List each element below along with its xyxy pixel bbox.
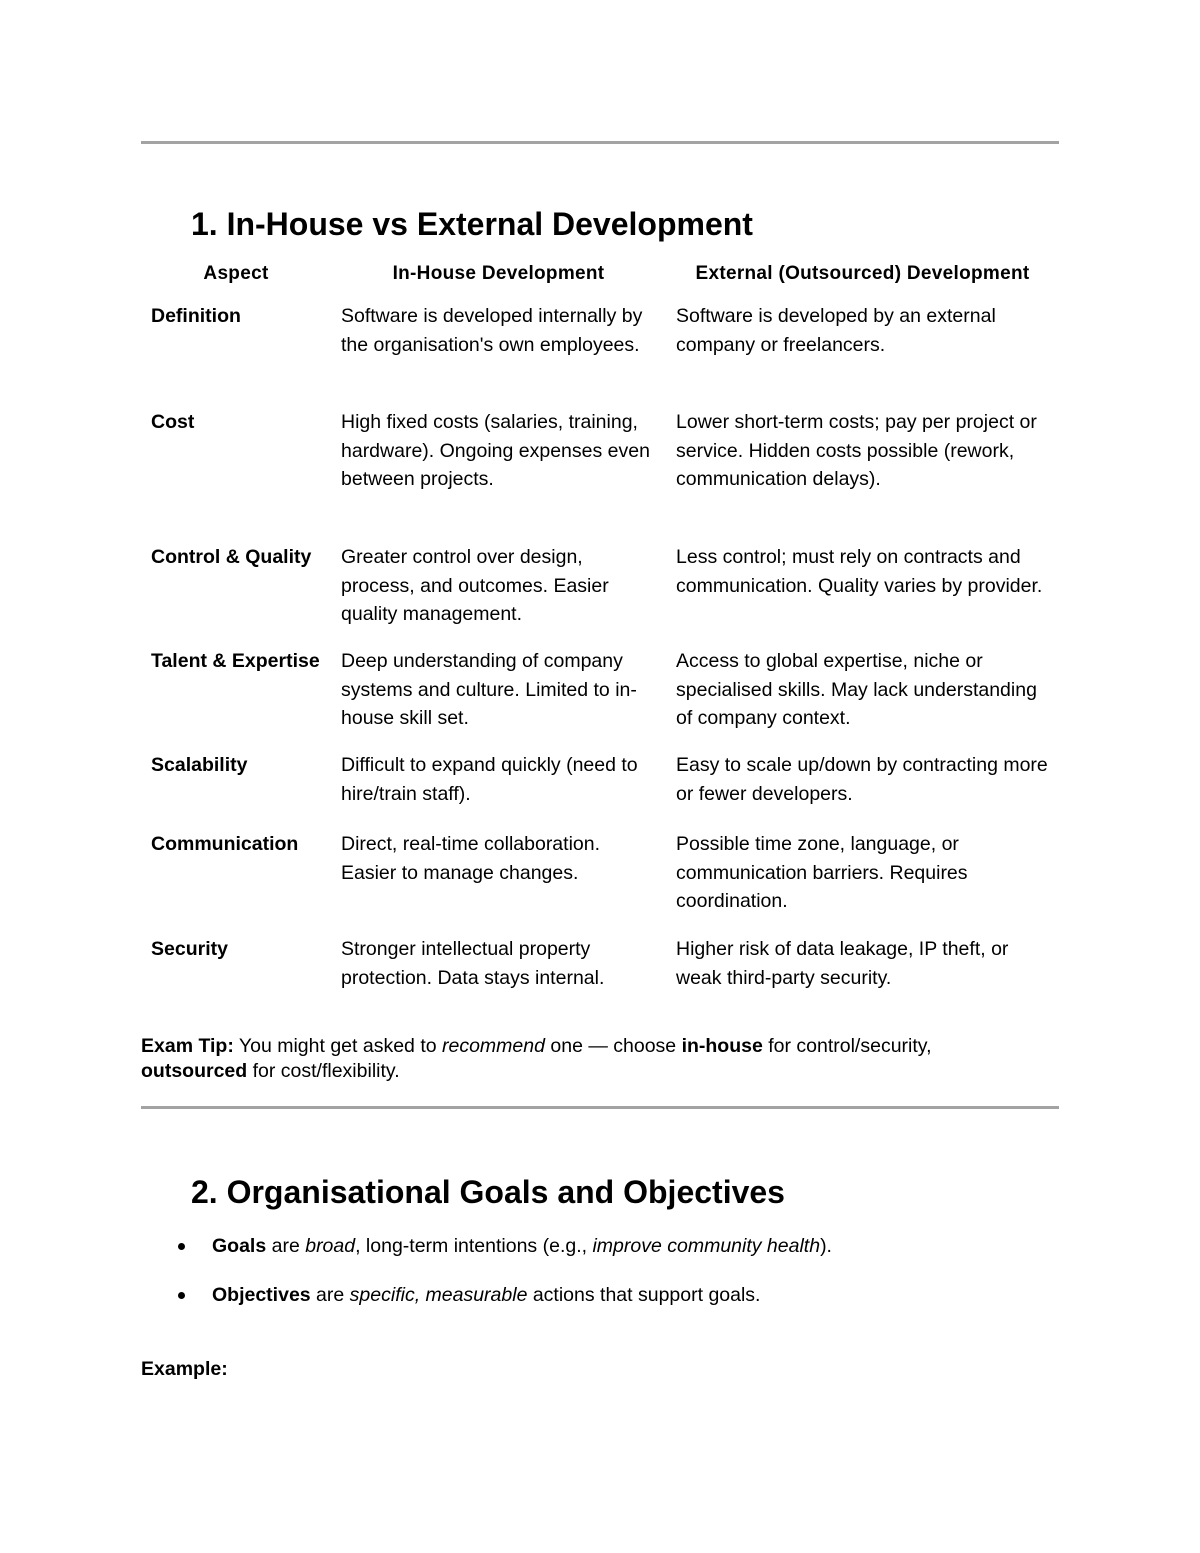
table-row [141, 634, 1059, 738]
table-row [141, 817, 1059, 922]
exam-tip [141, 1034, 1041, 1084]
bullet-icon [178, 1292, 185, 1299]
table-row [141, 395, 1059, 530]
term-goals: Goals [212, 1235, 267, 1257]
section-title-in-house-vs-external: 1. In-House vs External Development [191, 206, 753, 242]
cell-external: Possible time zone, language, or communication barriers. Requires coordination. [676, 833, 968, 912]
column-header-external: External (Outsourced) Development [695, 263, 1030, 284]
list-item [0, 1232, 1100, 1260]
row-aspect-security: Security [151, 938, 228, 960]
table-row [141, 530, 1059, 634]
list-emphasis: improve community health [592, 1235, 821, 1257]
exam-tip-text: for cost/flexibility. [247, 1060, 400, 1082]
cell-external: Easy to scale up/down by contracting more or fewer developers. [676, 754, 1048, 805]
list-text: actions that support goals. [527, 1284, 761, 1306]
section-title-goals-objectives: 2. Organisational Goals and Objectives [191, 1174, 785, 1210]
table-header-row [141, 258, 1059, 290]
table-row [141, 922, 1059, 997]
exam-tip-strong: outsourced [141, 1060, 248, 1082]
row-aspect-communication: Communication [151, 833, 299, 855]
cell-in-house: High fixed costs (salaries, training, hardware). Ongoing expenses even between projects. [341, 411, 650, 490]
exam-tip-text: You might get asked to [233, 1035, 442, 1057]
list-text: ). [820, 1235, 832, 1257]
list-text: are [310, 1284, 350, 1306]
cell-external: Less control; must rely on contracts and communication. Quality varies by provider. [676, 546, 1043, 597]
exam-tip-text: for control/security, [762, 1035, 932, 1057]
exam-tip-strong: in-house [681, 1035, 763, 1057]
row-aspect-talent-expertise: Talent & Expertise [151, 650, 320, 672]
cell-in-house: Direct, real-time collaboration. Easier to manage changes. [341, 833, 601, 884]
exam-tip-emphasis: recommend [442, 1035, 545, 1057]
cell-in-house: Software is developed internally by the organisation's own employees. [341, 305, 643, 356]
comparison-table [141, 258, 1059, 997]
cell-external: Lower short-term costs; pay per project or service. Hidden costs possible (rework, communication delays). [676, 411, 1037, 490]
cell-in-house: Difficult to expand quickly (need to hire/train staff). [341, 754, 638, 805]
list-emphasis: specific, measurable [349, 1284, 528, 1306]
cell-in-house: Deep understanding of company systems and culture. Limited to in-house skill set. [341, 650, 637, 729]
cell-in-house: Stronger intellectual property protection. Data stays internal. [341, 938, 605, 989]
bullet-icon [178, 1243, 185, 1250]
exam-tip-text: one — choose [544, 1035, 682, 1057]
table-row [141, 738, 1059, 817]
list-text: are [266, 1235, 306, 1257]
list-text: , long-term intentions (e.g., [355, 1235, 593, 1257]
list-emphasis: broad [305, 1235, 356, 1257]
row-aspect-definition: Definition [151, 305, 241, 327]
term-objectives: Objectives [212, 1284, 311, 1306]
example-label: Example: [141, 1358, 228, 1380]
cell-external: Higher risk of data leakage, IP theft, or weak third-party security. [676, 938, 1009, 989]
cell-external: Software is developed by an external company or freelancers. [676, 305, 996, 356]
table-row [141, 290, 1059, 395]
goals-objectives-list [0, 1232, 1100, 1330]
horizontal-rule-middle [141, 1106, 1059, 1109]
exam-tip-label: Exam Tip: [141, 1035, 234, 1057]
horizontal-rule-top [141, 141, 1059, 144]
list-item [0, 1281, 1100, 1309]
column-header-in-house: In-House Development [392, 263, 605, 284]
cell-in-house: Greater control over design, process, and outcomes. Easier quality management. [341, 546, 609, 625]
cell-external: Access to global expertise, niche or specialised skills. May lack understanding of company context. [676, 650, 1037, 729]
column-header-aspect: Aspect [203, 263, 269, 284]
row-aspect-scalability: Scalability [151, 754, 248, 776]
row-aspect-control-quality: Control & Quality [151, 546, 312, 568]
row-aspect-cost: Cost [151, 411, 195, 433]
